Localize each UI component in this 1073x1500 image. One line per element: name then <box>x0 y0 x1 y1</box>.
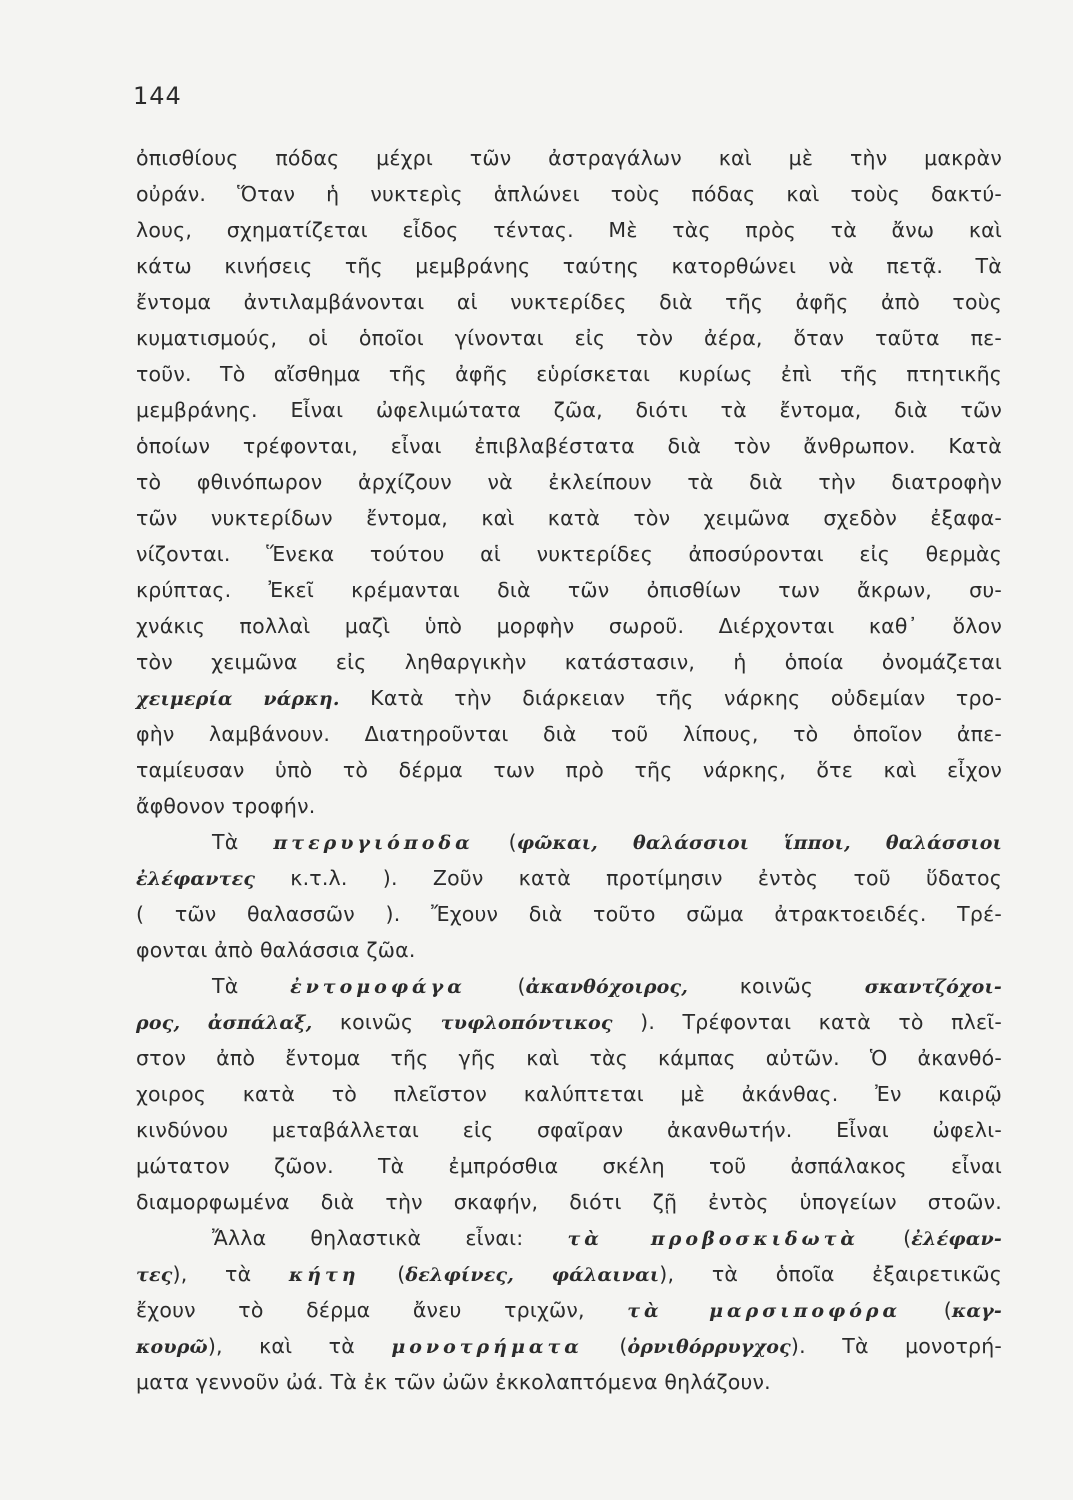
text-line <box>136 1292 1002 1328</box>
text-segment: τὸν χειμῶνα εἰς ληθαργικὴν κατάστασιν, ἡ ὁποία ὀνομάζεται <box>136 650 1002 674</box>
page-number: 144 <box>133 82 182 110</box>
text-segment: ἔχουν τὸ δέρμα ἄνευ τριχῶν, <box>136 1298 628 1322</box>
emphasized-term: ἐντομοφάγα <box>290 976 466 998</box>
text-line <box>136 1040 1002 1076</box>
text-segment: κρύπτας. Ἐκεῖ κρέμανται διὰ τῶν ὀπισθίων των ἄκρων, συ- <box>136 578 1002 602</box>
text-segment: χοιρος κατὰ τὸ πλεῖστον καλύπτεται μὲ ἀκάνθας. Ἐν καιρῷ <box>136 1082 1002 1106</box>
text-segment: μεμβράνης. Εἶναι ὠφελιμώτατα ζῶα, διότι τὰ ἔντομα, διὰ τῶν <box>136 398 1002 422</box>
text-line <box>136 212 1002 248</box>
text-segment: κάτω κινήσεις τῆς μεμβράνης ταύτης κατορθώνει νὰ πετᾷ. Τὰ <box>136 254 1002 278</box>
emphasized-term: μονοτρήματα <box>391 1336 583 1358</box>
text-segment: ( τῶν θαλασσῶν ). Ἔχουν διὰ τοῦτο σῶμα ἀτρακτοειδές. Τρέ- <box>136 902 1002 926</box>
text-segment: ( <box>859 1226 912 1250</box>
emphasized-term: σκαντζόχοι- <box>864 976 1002 998</box>
text-segment: κυματισμούς, οἱ ὁποῖοι γίνονται εἰς τὸν ἀέρα, ὅταν ταῦτα πε- <box>136 326 1002 350</box>
emphasized-term: τὰ μαρσιποφόρα <box>627 1300 902 1322</box>
text-segment: ), καὶ τὰ <box>207 1334 392 1358</box>
emphasized-term: καγ- <box>951 1300 1002 1322</box>
text-segment: ὁποίων τρέφονται, εἶναι ἐπιβλαβέστατα διὰ τὸν ἄνθρωπον. Κατὰ <box>136 434 1002 458</box>
emphasized-term: ρος, ἀσπάλαξ, <box>136 1012 313 1034</box>
text-line <box>136 1220 1002 1256</box>
text-line <box>136 1148 1002 1184</box>
text-line <box>136 572 1002 608</box>
emphasized-term: πτερυγιόποδα <box>273 832 474 854</box>
text-line <box>136 1184 1002 1220</box>
text-line <box>136 320 1002 356</box>
text-segment: ( <box>582 1334 628 1358</box>
text-segment: ἔντομα ἀντιλαμβάνονται αἱ νυκτερίδες διὰ τῆς ἀφῆς ἀπὸ τοὺς <box>136 290 1002 314</box>
text-line <box>136 356 1002 392</box>
text-segment: χνάκις πολλαὶ μαζὶ ὑπὸ μορφὴν σωροῦ. Διέρχονται καθ᾽ ὅλον <box>136 614 1002 638</box>
emphasized-term: τες <box>136 1264 173 1286</box>
text-segment: ( <box>901 1298 952 1322</box>
text-line <box>136 392 1002 428</box>
text-segment: Τὰ <box>212 974 291 998</box>
emphasized-term: φῶκαι, θαλάσσιοι ἵπποι, θαλάσσιοι <box>516 832 1002 854</box>
text-line <box>136 788 1002 824</box>
text-segment: μώτατον ζῶον. Τὰ ἐμπρόσθια σκέλη τοῦ ἀσπάλακος εἶναι <box>136 1154 1002 1178</box>
text-segment: Τὰ <box>212 830 274 854</box>
text-line <box>136 824 1002 860</box>
text-line <box>136 176 1002 212</box>
text-segment: ἄφθονον τροφήν. <box>136 794 316 818</box>
text-line <box>136 500 1002 536</box>
text-segment: φονται ἀπὸ θαλάσσια ζῶα. <box>136 938 416 962</box>
text-line <box>136 968 1002 1004</box>
text-line <box>136 644 1002 680</box>
text-line <box>136 428 1002 464</box>
text-line <box>136 608 1002 644</box>
text-line <box>136 1256 1002 1292</box>
text-line <box>136 536 1002 572</box>
text-segment: τῶν νυκτερίδων ἔντομα, καὶ κατὰ τὸν χειμῶνα σχεδὸν ἐξαφα- <box>136 506 1002 530</box>
text-line <box>136 140 1002 176</box>
text-segment: Κατὰ τὴν διάρκειαν τῆς νάρκης οὐδεμίαν τρο- <box>339 686 1003 710</box>
text-segment: λους, σχηματίζεται εἶδος τέντας. Μὲ τὰς πρὸς τὰ ἄνω καὶ <box>136 218 1002 242</box>
text-segment: τοῦν. Τὸ αἴσθημα τῆς ἀφῆς εὑρίσκεται κυρίως ἐπὶ τῆς πτητικῆς <box>136 362 1002 386</box>
emphasized-term: τὰ προβοσκιδωτὰ <box>567 1228 859 1250</box>
text-segment: στον ἀπὸ ἔντομα τῆς γῆς καὶ τὰς κάμπας αὐτῶν. Ὁ ἀκανθό- <box>136 1046 1002 1070</box>
emphasized-term: ἐλέφαντες <box>136 868 256 890</box>
emphasized-term: ἐλέφαν- <box>911 1228 1003 1250</box>
text-line <box>136 284 1002 320</box>
text-line <box>136 1112 1002 1148</box>
body-text <box>136 140 1002 1400</box>
text-segment: κοινῶς <box>312 1010 441 1034</box>
text-segment: ὀπισθίους πόδας μέχρι τῶν ἀστραγάλων καὶ μὲ τὴν μακρὰν <box>136 146 1002 170</box>
text-line <box>136 680 1002 716</box>
text-segment: ( <box>473 830 517 854</box>
emphasized-term: τυφλοπόντικος <box>440 1012 613 1034</box>
text-line <box>136 896 1002 932</box>
text-segment: ), τὰ <box>172 1262 289 1286</box>
emphasized-term: χειμερία νάρκη. <box>136 688 340 710</box>
text-segment: ματα γεννοῦν ὠά. Τὰ ἐκ τῶν ὠῶν ἐκκολαπτόμενα θηλάζουν. <box>136 1370 771 1394</box>
text-segment: ), τὰ ὁποῖα ἐξαιρετικῶς <box>659 1262 1002 1286</box>
text-segment: διαμορφωμένα διὰ τὴν σκαφήν, διότι ζῇ ἐντὸς ὑπογείων στοῶν. <box>136 1190 1002 1214</box>
emphasized-term: κήτη <box>288 1264 360 1286</box>
text-segment: φὴν λαμβάνουν. Διατηροῦνται διὰ τοῦ λίπους, τὸ ὁποῖον ἀπε- <box>136 722 1002 746</box>
emphasized-term: κουρῶ <box>136 1336 208 1358</box>
text-segment: Ἄλλα θηλαστικὰ εἶναι: <box>212 1226 568 1250</box>
text-line <box>136 248 1002 284</box>
text-segment: τὸ φθινόπωρον ἀρχίζουν νὰ ἐκλείπουν τὰ διὰ τὴν διατροφὴν <box>136 470 1002 494</box>
text-line <box>136 1364 1002 1400</box>
text-line <box>136 752 1002 788</box>
text-line <box>136 860 1002 896</box>
text-segment: ( <box>359 1262 406 1286</box>
text-segment: κ.τ.λ. ). Ζοῦν κατὰ προτίμησιν ἐντὸς τοῦ ὕδατος <box>255 866 1002 890</box>
text-line <box>136 1328 1002 1364</box>
emphasized-term: ἀκανθόχοιρος, <box>525 976 689 998</box>
text-line <box>136 932 1002 968</box>
text-segment: ( <box>465 974 526 998</box>
text-line <box>136 464 1002 500</box>
text-line <box>136 716 1002 752</box>
emphasized-term: ὀρνιθόρρυγχος <box>627 1336 791 1358</box>
text-segment: ). Τρέφονται κατὰ τὸ πλεῖ- <box>612 1010 1002 1034</box>
emphasized-term: δελφίνες, φάλαιναι <box>405 1264 660 1286</box>
text-segment: ταμίευσαν ὑπὸ τὸ δέρμα των πρὸ τῆς νάρκης, ὅτε καὶ εἶχον <box>136 758 1002 782</box>
text-segment: κοινῶς <box>688 974 865 998</box>
text-segment: νίζονται. Ἕνεκα τούτου αἱ νυκτερίδες ἀποσύρονται εἰς θερμὰς <box>136 542 1002 566</box>
text-line <box>136 1076 1002 1112</box>
text-segment: οὐράν. Ὅταν ἡ νυκτερὶς ἁπλώνει τοὺς πόδας καὶ τοὺς δακτύ- <box>136 182 1002 206</box>
text-segment: ). Τὰ μονοτρή- <box>790 1334 1002 1358</box>
text-line <box>136 1004 1002 1040</box>
text-segment: κινδύνου μεταβάλλεται εἰς σφαῖραν ἀκανθωτήν. Εἶναι ὠφελι- <box>136 1118 1002 1142</box>
